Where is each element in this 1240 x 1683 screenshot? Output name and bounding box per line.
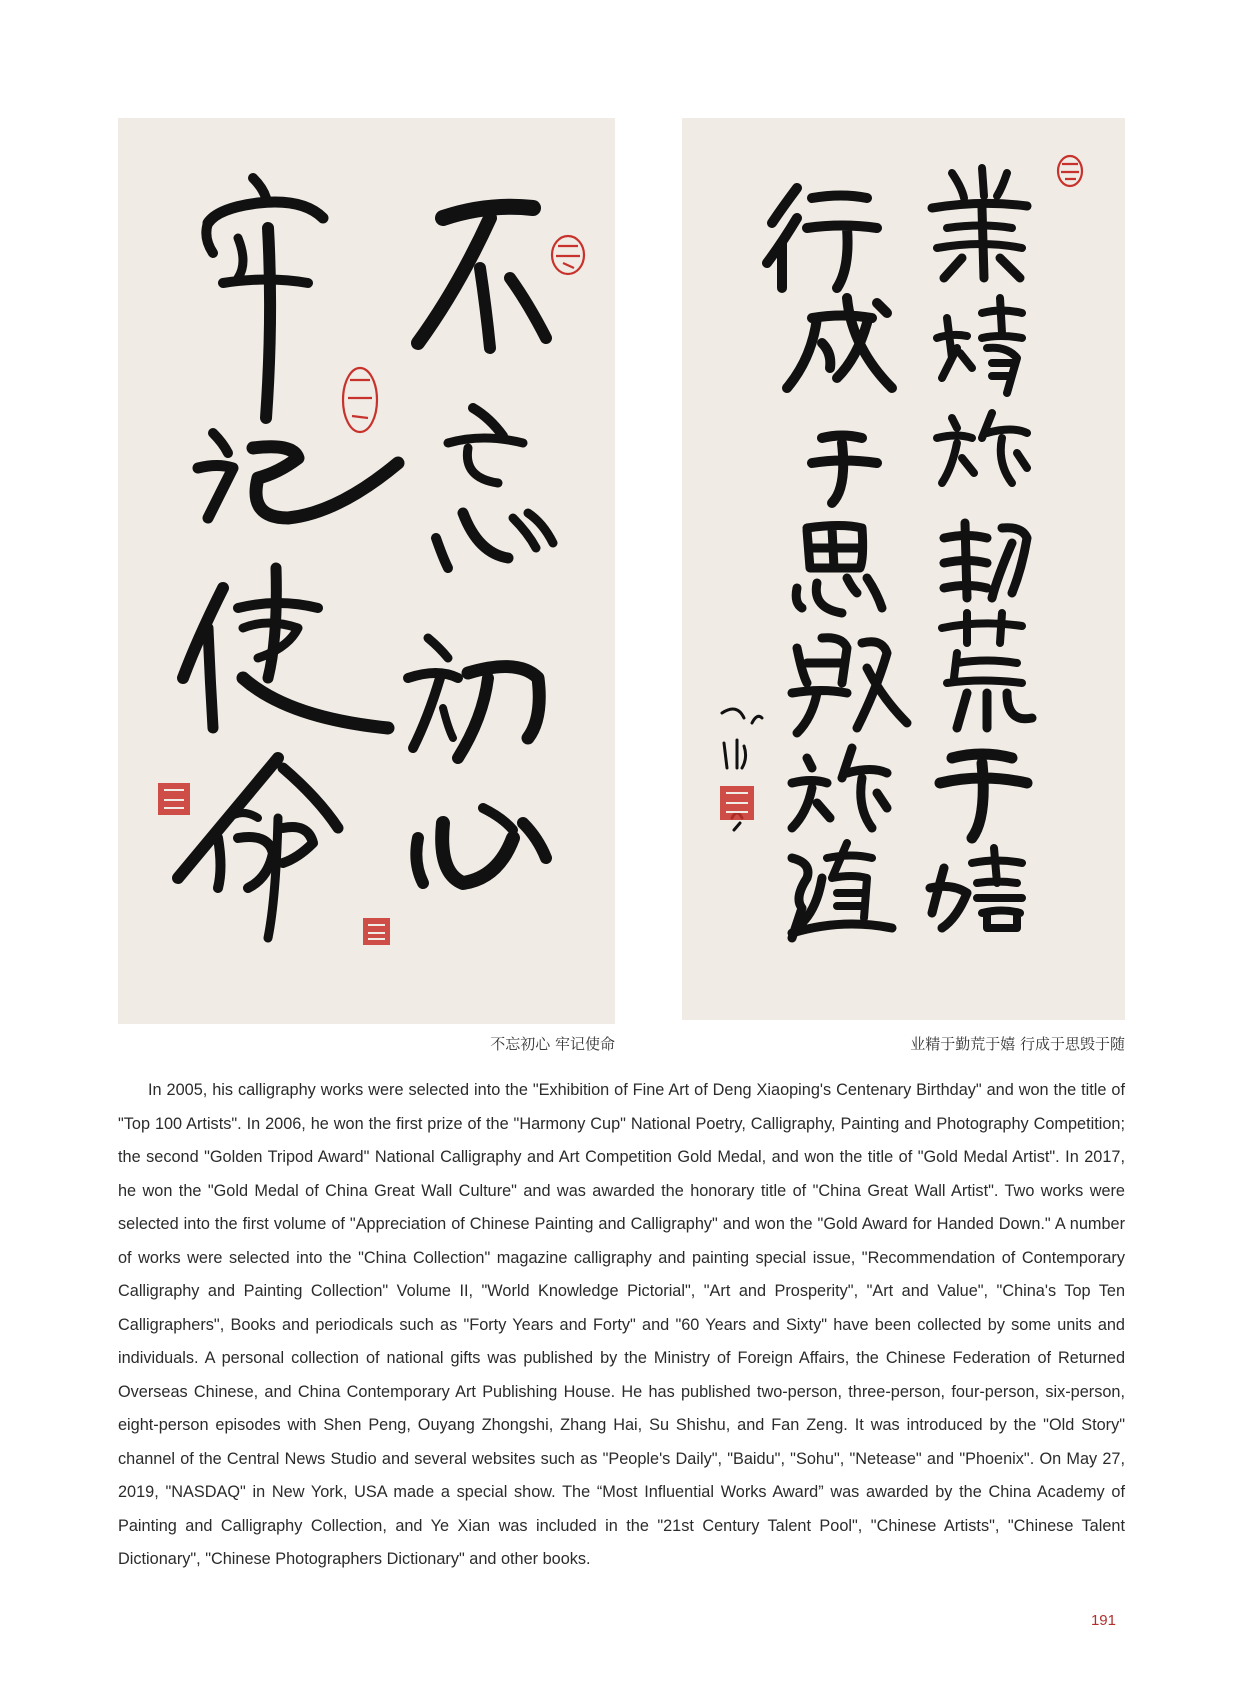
char-jing (937, 298, 1022, 393)
char-lao (206, 178, 323, 418)
calligraphy-right-drawing (682, 118, 1125, 1020)
calligraphy-artwork-right (682, 118, 1125, 1020)
char-cheng (787, 298, 892, 388)
seal-oval-middle (343, 368, 377, 432)
char-shi (183, 568, 388, 728)
char-chu (408, 638, 539, 758)
char-hui (792, 638, 907, 733)
char-huang (942, 613, 1032, 728)
char-si (796, 526, 882, 614)
seal-top-right (1058, 156, 1082, 186)
seal-square-bottom (363, 918, 390, 945)
char-xi (930, 848, 1022, 928)
calligraphy-left-drawing (118, 118, 615, 1024)
char-wang (436, 408, 553, 568)
seal-top-right (552, 236, 584, 274)
char-ming (178, 758, 338, 938)
char-xing (767, 188, 877, 288)
biography-paragraph: In 2005, his calligraphy works were selected into the "Exhibition of Fine Art of Deng Xiaoping's Centenary Birthday" and won the title of "Top 100 Artists". In 2006, he won the first prize of the "Harmony Cup" National Poetry, Calligraphy, Painting and Photography Competition; the second "Golden Tripod Award" National Calligraphy and Art Competition Gold Medal, and won the title of "Gold Medal Artist". In 2017, he won the "Gold Medal of China Great Wall Culture" and was awarded the honorary title of "China Great Wall Artist". Two works were selected into the first volume of "Appreciation of Chinese Painting and Calligraphy" and won the "Gold Award for Handed Down." A number of works were selected into the "China Collection" magazine calligraphy and painting special issue, "Recommendation of Contemporary Calligraphy and Painting Collection" Volume II, "World Knowledge Pictorial", "Art and Prosperity", "Art and Value", "China's Top Ten Calligraphers", Books and periodicals such as "Forty Years and Forty" and "60 Years and Sixty" have been collected by some units and individuals. A personal collection of national gifts was published by the Ministry of Foreign Affairs, the Chinese Federation of Returned Overseas Chinese, and China Contemporary Art Publishing House. He has published two-person, three-person, four-person, six-person, eight-person episodes with Shen Peng, Ouyang Zhongshi, Zhang Hai, Su Shishu, and Fan Zeng. It was introduced by the "Old Story" channel of the Central News Studio and several websites such as "People's Daily", "Baidu", "Sohu", "Netease" and "Phoenix". On May 27, 2019, "NASDAQ" in New York, USA made a special show. The “Most Influential Works Award” was awarded by the China Academy of Painting and Calligraphy Collection, and Ye Xian was included in the "21st Century Talent Pool", "Chinese Artists", "Chinese Talent Dictionary", "Chinese Photographers Dictionary" and other books. (118, 1081, 1125, 1568)
char-sui (792, 843, 892, 938)
char-yu3 (812, 436, 877, 504)
page-number: 191 (1090, 1612, 1116, 1629)
artwork-caption-right: 业精于勤荒于嬉 行成于思毁于随 (910, 1035, 1125, 1053)
seal-signature (720, 786, 754, 820)
char-xin (416, 808, 546, 883)
artwork-caption-left: 不忘初心 牢记使命 (490, 1035, 615, 1053)
char-yu1 (937, 413, 1027, 483)
seal-square-left (158, 783, 190, 815)
char-yu2 (940, 754, 1027, 838)
char-qin (944, 523, 1027, 598)
calligraphy-artwork-left (118, 118, 615, 1024)
char-yu4 (792, 748, 887, 828)
char-bu (418, 207, 546, 348)
char-ji (198, 433, 398, 518)
char-ye (932, 168, 1027, 278)
